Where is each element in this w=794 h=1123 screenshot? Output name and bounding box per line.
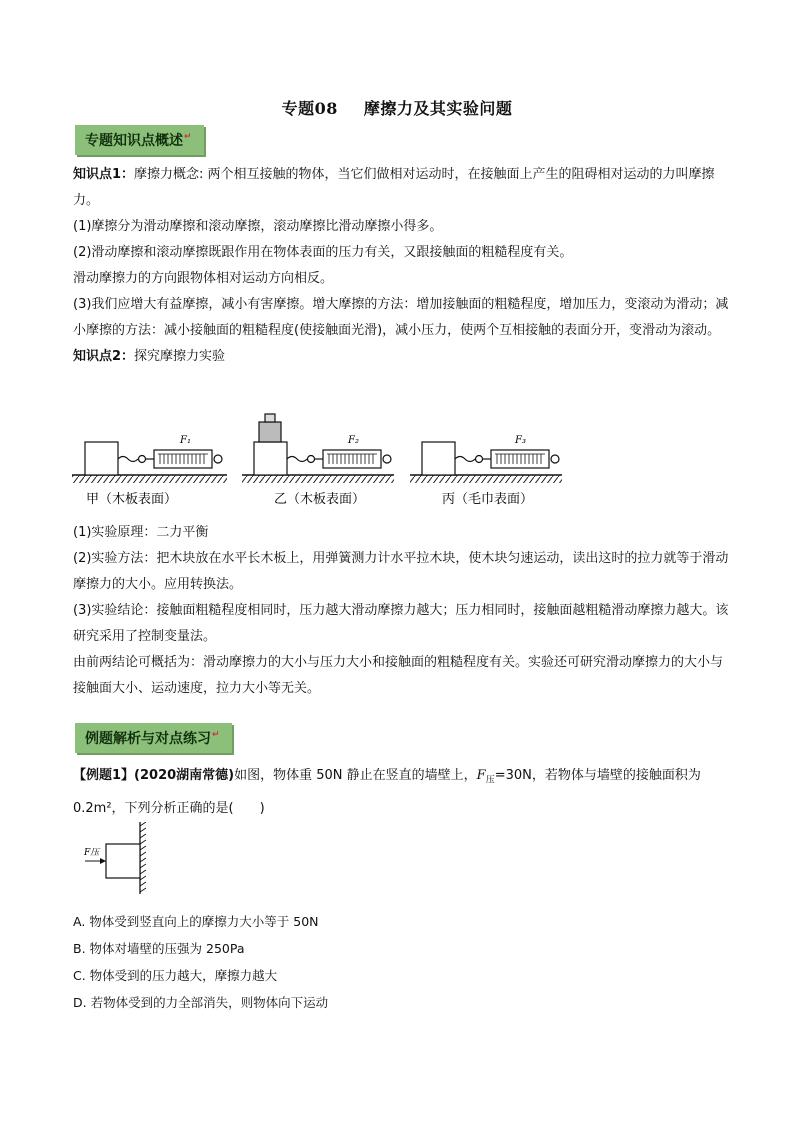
setup-yi [242,414,394,507]
scale-pull-ring [551,455,559,463]
scale-pull-ring [383,455,391,463]
kp2-label: 知识点2： [73,349,135,364]
hook-ring [476,456,483,463]
weight-icon [259,422,281,442]
wood-block [422,442,455,475]
kp2-text: 探究摩擦力实验 [134,349,226,364]
force-subscript: 压 [485,775,495,786]
force-arrow-icon [100,858,106,864]
setup-label-jia: 甲（木板表面） [86,492,178,507]
scale-pull-ring [214,455,222,463]
example-1-text-b: =30N，若物体与墙壁的接触面积为 0.2m²，下列分析正确的是( ) [73,768,701,816]
hook-string [455,457,475,462]
example-1 [73,762,733,823]
choice-a[interactable]: A. 物体受到竖直向上的摩擦力大小等于 50N [73,914,319,929]
title-text: 摩擦力及其实验问题 [363,99,513,118]
setup-label-yi: 乙（木板表面） [274,492,366,507]
hook-ring [139,456,146,463]
kp1-item-2b: 滑动摩擦力的方向跟物体相对运动方向相反。 [73,271,334,286]
kp1-item-1: (1)摩擦分为滑动摩擦和滚动摩擦，滚动摩擦比滑动摩擦小得多。 [73,219,443,234]
wall-hatch [140,822,146,892]
spring-scale [154,450,212,468]
choice-list [73,908,328,1016]
kp2-paragraph [73,344,733,370]
knowledge-section [73,162,733,370]
figure-force-label: F压 [84,848,100,858]
spring-scale [491,450,549,468]
kp1-paragraph [73,162,733,214]
wood-block [85,442,118,475]
surface-hatch [410,475,562,483]
example-1-tag: 【例题1】 [73,768,135,783]
spring-scale [323,450,381,468]
force-symbol: F [476,768,486,783]
friction-experiment-diagram [72,405,572,510]
hook-ring [308,456,315,463]
weight-knob [265,414,275,422]
experiment-conclusion: (3)实验结论：接触面粗糙程度相同时，压力越大滑动摩擦力越大；压力相同时，接触面越粗糙滑动摩擦力越大。该研究采用了控制变量法。 [73,603,729,644]
hook-string [287,457,307,462]
section-badge-examples [75,723,232,753]
force-label-f2: F₂ [348,435,359,446]
experiment-method: (2)实验方法：把木块放在水平长木板上，用弹簧测力计水平拉木块，使木块匀速运动，读出这时的拉力就等于滑动摩擦力的大小。应用转换法。 [73,551,729,592]
paragraph-mark-icon: ↵ [184,132,192,143]
force-label-f3: F₃ [515,435,526,446]
setup-bing [410,435,562,507]
experiment-principle: (1)实验原理：二力平衡 [73,525,209,540]
hook-string [118,457,138,462]
wall-block-figure [80,822,160,897]
kp1-item-3: (3)我们应增大有益摩擦，减小有害摩擦。增大摩擦的方法：增加接触面的粗糙程度，增加压力，变滚动为滑动；减小摩擦的方法：减小接触面的粗糙程度(使接触面光滑)，减小压力，使两个互相接触的表面分开，变滑动为滚动。 [73,297,729,338]
section-badge-label: 专题知识点概述 [85,133,183,149]
example-1-source: (2020湖南常德) [134,768,235,783]
kp1-text: 摩擦力概念: 两个相互接触的物体，当它们做相对运动时，在接触面上产生的阻碍相对运动的力叫摩擦力。 [73,167,715,208]
wood-block [254,442,287,475]
choice-d[interactable]: D. 若物体受到的力全部消失，则物体向下运动 [73,995,329,1010]
choice-b[interactable]: B. 物体对墙壁的压强为 250Pa [73,941,245,956]
surface-hatch [72,475,227,483]
section-badge-label: 例题解析与对点练习 [85,731,211,747]
choice-c[interactable]: C. 物体受到的压力越大，摩擦力越大 [73,968,278,983]
title-number: 专题08 [281,99,338,118]
surface-hatch [242,475,394,483]
block [106,844,140,878]
kp1-label: 知识点1： [73,167,135,182]
kp1-item-2: (2)滑动摩擦和滚动摩擦既跟作用在物体表面的压力有关，又跟接触面的粗糙程度有关。 [73,245,573,260]
force-label-f1: F₁ [180,435,191,446]
paragraph-mark-icon: ↵ [212,730,220,741]
example-1-text-a: 如图，物体重 50N 静止在竖直的墙壁上， [234,768,477,783]
experiment-section [73,520,733,702]
example-1-question [73,762,733,823]
setup-jia [72,435,227,507]
experiment-summary: 由前两结论可概括为：滑动摩擦力的大小与压力大小和接触面的粗糙程度有关。实验还可研究滑动摩擦力的大小与接触面大小、运动速度，拉力大小等无关。 [73,655,724,696]
section-badge-overview [75,125,204,155]
page-title [0,96,794,119]
setup-label-bing: 丙（毛巾表面） [442,492,534,507]
